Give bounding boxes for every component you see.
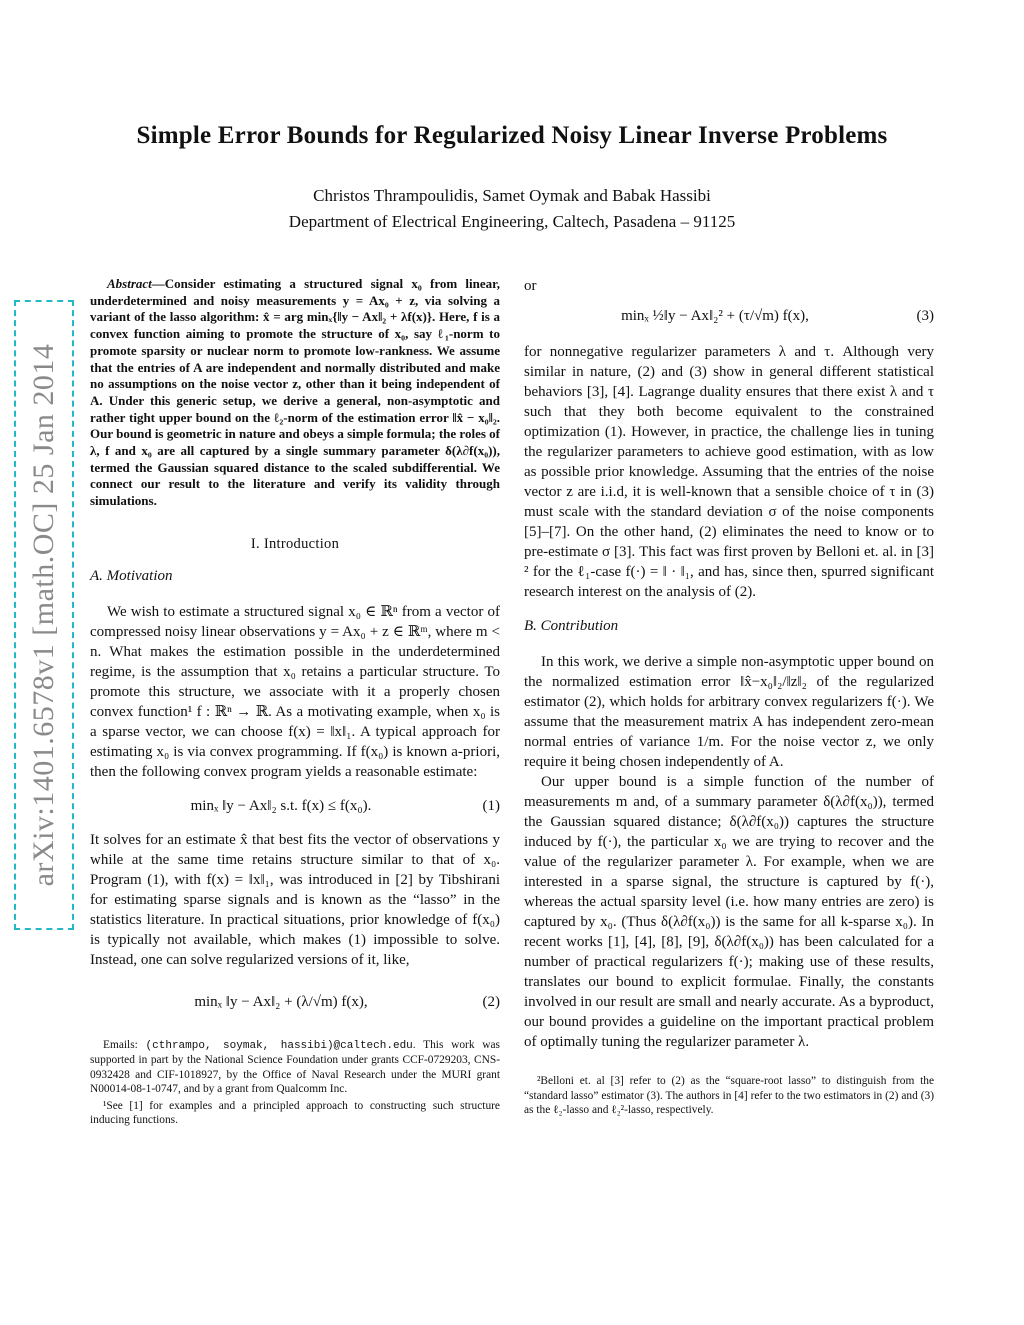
subsection-contribution: B. Contribution [524,618,619,634]
subsection-motivation: A. Motivation [90,567,173,584]
paragraph-regularizer: for nonnegative regularizer parameters λ and τ. Although very similar in nature, (2) and (3) show in general different statistical behaviors [3], [4]. Lagrange duality ensures that there exist λ and τ such that they both become equivalent to the constrained optimization (1). However, in practice, the challenge lies in tuning the regularizer parameters to achieve good estimation, with as low as possible prior knowledge. Assuming that the entries of the noise vector z are i.i.d, it is well-known that a sensible choice of τ in (3) must scale with the standard deviation σ of the noise components [5]–[7]. On the other hand, (2) eliminates the need to know or to pre-estimate σ [3]. This fact was first proven by Belloni et. al. in [3] ² for the ℓ₁-case f(·) = ‖ · ‖₁, and has, since then, spurred significant research interest on the analysis of (2). [524,344,934,600]
footnote-emails [90,1038,500,1097]
arxiv-stamp [14,300,74,930]
paragraph-motivation-2: It solves for an estimate x̂ that best fits the vector of observations y while at the same time retains structure similar to that of x₀. Program (1), with f(x) = ‖x‖₁, was introduced in [2] by Tibshirani for estimating sparse signals and is known as the “lasso” in the statistics literature. In practical situations, prior knowledge of f(x₀) is typically not available, which makes (1) impossible to solve. Instead, one can solve regularized versions of it, like, [90,831,500,968]
paragraph-contribution-1: In this work, we derive a simple non-asymptotic upper bound on the normalized estimation error ‖x̂−x₀‖₂/‖z‖₂ of the regularized estimator (2), which holds for arbitrary convex regularizers f(·). We assume that the measurement matrix A has independent zero-mean normal entries of variance 1/m. For the noise vector z, we only require it being chosen independently of A. [524,654,934,770]
footnote-1: ¹See [1] for examples and a principled approach to constructing such structure inducing functions. [90,1099,500,1127]
right-column [524,276,934,1118]
equation-1-body: minₓ ‖y − Ax‖₂ s.t. f(x) ≤ f(x₀). [190,797,372,814]
equation-3 [524,306,934,326]
paragraph-motivation-1: We wish to estimate a structured signal x₀ ∈ ℝⁿ from a vector of compressed noisy linear observations y = Ax₀ + z ∈ ℝᵐ, where m < n. What makes the estimation possible in the underdetermined regime, is the assumption that x₀ retains a particular structure. To promote this structure, we associate with it a properly chosen convex function¹ f : ℝⁿ → ℝ. As a motivating example, when x₀ is a sparse vector, we can choose f(x) = ‖x‖₁. A typical approach for estimating x₀ is via convex programming. If f(x₀) is known a-priori, then the following convex program yields a reasonable estimate: [90,603,500,780]
equation-3-body: minₓ ½‖y − Ax‖₂² + (τ/√m) f(x), [621,308,809,324]
abstract-text: Consider estimating a structured signal x₀ from linear, underdetermined and noisy measurements y = Ax₀ + z, via solving a variant of the lasso algorithm: x̂ = arg minₓ{‖y − Ax‖₂ + λf(x)}. Here, f is a convex function aiming to promote the structure of x₀, say ℓ₁-norm to promote sparsity or nuclear norm to promote low-rankness. We assume that the entries of A are independent and normally distributed and make no assumptions on the noise vector z, other than it being independent of A. Under this generic setup, we derive a general, non-asymptotic and rather tight upper bound on the ℓ₂-norm of the estimation error ‖x̂ − x₀‖₂. Our bound is geometric in nature and obeys a simple formula; the roles of λ, f and x₀ are all captured by a single summary parameter δ(λ∂f(x₀)), termed the Gaussian squared distance to the scaled subdifferential. We connect our result to the literature and verify its validity through simulations. [90,276,500,509]
left-column [90,276,500,1128]
paper-authors: Christos Thrampoulidis, Samet Oymak and Babak Hassibi [313,186,711,205]
equation-2-number: (2) [482,993,500,1010]
abstract [90,276,500,510]
arxiv-id: arXiv:1401.6578v1 [math.OC] 25 Jan 2014 [27,343,60,887]
footnote-emails-rest: . This work was supported in part by the National Science Foundation under grants CCF-0729203, CNS-0932428 and CIF-1018927, by the Office of Naval Research under the MURI grant N00014-08-1-0747, and by a grant from Qualcomm Inc. [90,1038,500,1096]
equation-2 [90,992,500,1012]
equation-3-number: (3) [916,308,934,324]
footnote-emails-label: Emails: [103,1038,146,1051]
paper-affiliation: Department of Electrical Engineering, Caltech, Pasadena – 91125 [288,212,736,231]
section-heading: I. Introduction [250,535,340,552]
equation-2-body: minₓ ‖y − Ax‖₂ + (λ/√m) f(x), [194,993,368,1010]
or-text: or [524,278,537,294]
equation-1 [90,796,500,816]
paragraph-contribution-2: Our upper bound is a simple function of the number of measurements m and, of a summary parameter δ(λ∂f(x₀)), termed the Gaussian squared distance; δ(λ∂f(x₀)) captures the structure induced by f(·), the particular x₀ we are trying to recover and the value of the regularizer parameter λ. For example, when we are interested in a sparse signal, the structure is captured by f(·), whereas the actual sparsity level (i.e. how many entries are zero) is captured by x₀. (Thus δ(λ∂f(x₀)) is the same for all k-sparse x₀). In recent works [1], [4], [8], [9], δ(λ∂f(x₀)) has been calculated for a number of practical regularizers f(·); making use of these results, translates our bound to explicit formulae. Finally, the constants involved in our result are small and nearly accurate. As a byproduct, our bound provides a guideline on the important practical problem of optimally tuning the regularizer parameter λ. [524,774,934,1050]
footnote-emails-address: (cthrampo, soymak, hassibi)@caltech.edu [145,1039,413,1052]
footnote-2: ²Belloni et. al [3] refer to (2) as the “square-root lasso” to distinguish from the “standard lasso” estimator (3). The authors in [4] refer to the two estimators in (2) and (3) as the ℓ₂-lasso and ℓ₂²-lasso, respectively. [524,1075,934,1116]
equation-1-number: (1) [482,797,500,814]
paper-title: Simple Error Bounds for Regularized Noisy Linear Inverse Problems [136,122,888,149]
abstract-label: Abstract— [107,276,165,291]
